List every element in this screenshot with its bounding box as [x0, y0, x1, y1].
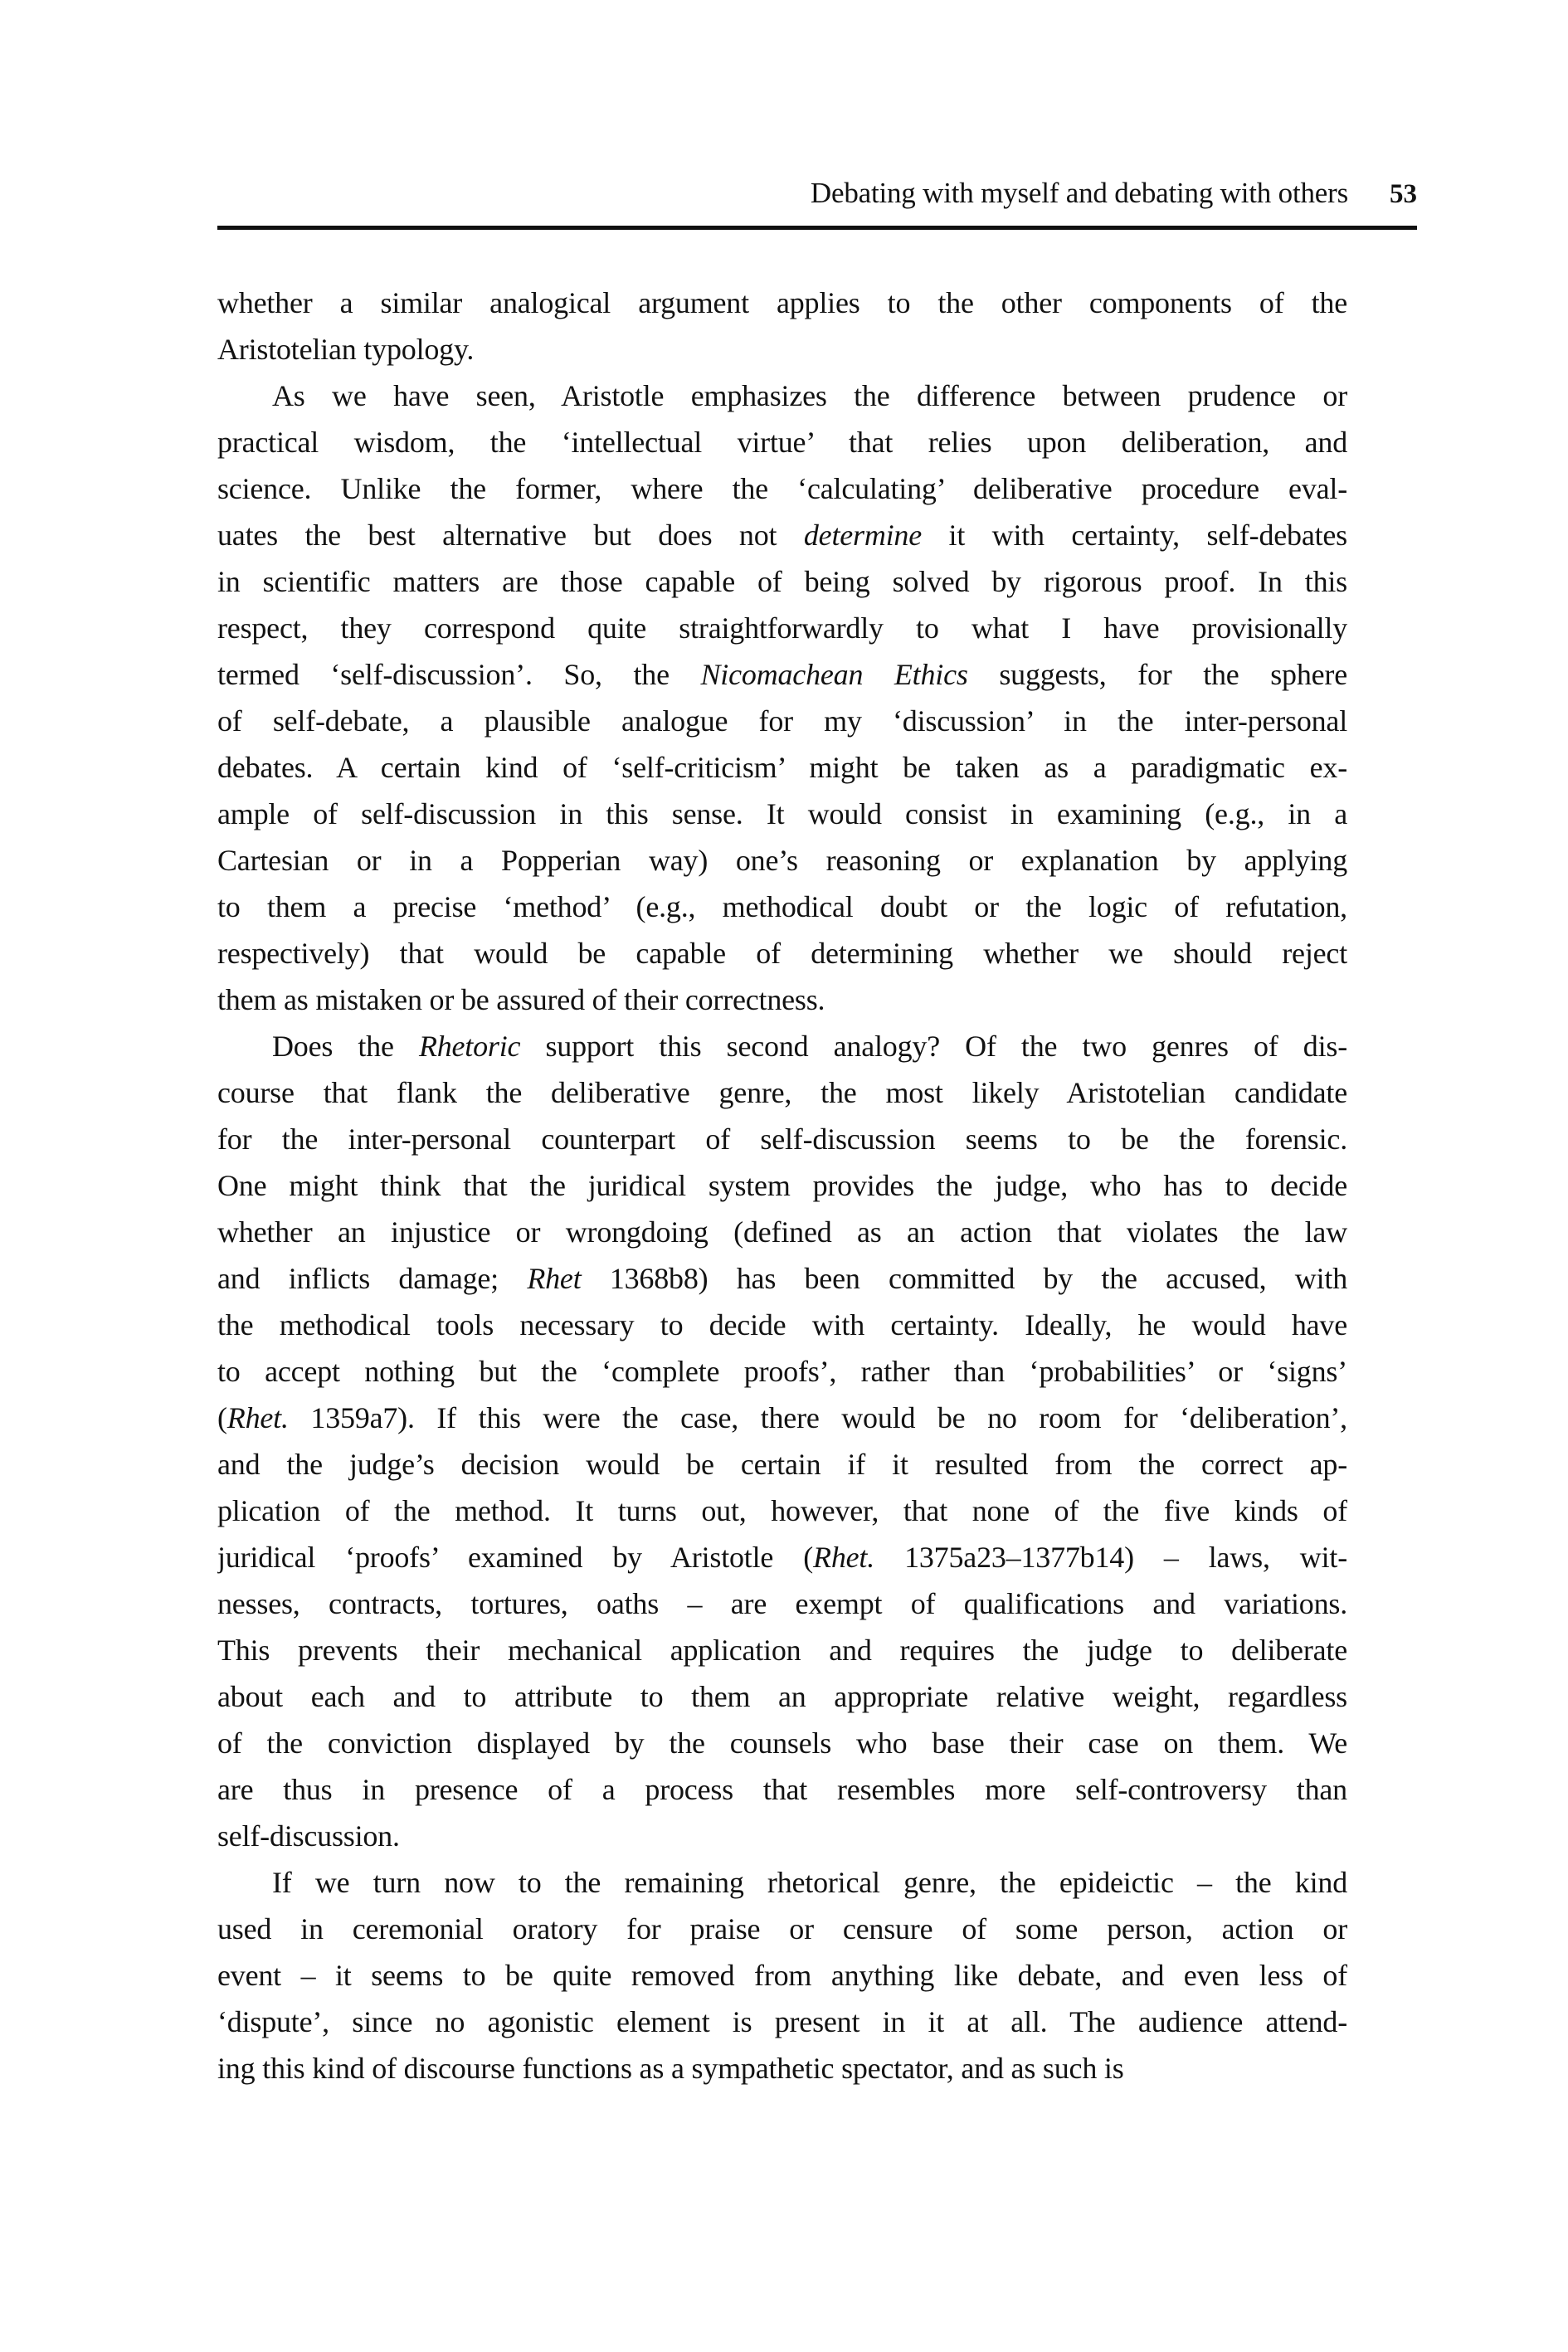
body-line	[217, 1348, 1347, 1395]
body-text: termed ‘self-discussion’. So, the	[217, 658, 701, 691]
body-line	[217, 1395, 1347, 1441]
italic-text: determine	[803, 519, 923, 552]
italic-text: Nicomachean Ethics	[700, 658, 968, 691]
body-line	[217, 698, 1347, 744]
body-line	[217, 605, 1347, 651]
body-line	[217, 512, 1347, 558]
body-line	[217, 1673, 1347, 1720]
body-text: support this second analogy? Of the two genres of dis-	[520, 1030, 1347, 1063]
body-text: it with certainty, self-debates	[922, 519, 1347, 552]
italic-text: Rhet.	[226, 1401, 289, 1434]
body-text: for the inter-personal counterpart of self-discussion seems to be the forensic.	[217, 1122, 1347, 1156]
body-line	[217, 1813, 1347, 1859]
header-rule	[217, 226, 1417, 230]
body-line	[217, 1952, 1347, 1999]
body-line	[217, 1488, 1347, 1534]
body-text: the methodical tools necessary to decide with certainty. Ideally, he would have	[217, 1308, 1347, 1342]
body-text: ing this kind of discourse functions as a sympathetic spectator, and as such is	[217, 2052, 1124, 2085]
body-text: nesses, contracts, tortures, oaths – are exempt of qualifications and variations.	[217, 1587, 1347, 1620]
body-text: As we have seen, Aristotle emphasizes the difference between prudence or	[272, 379, 1347, 412]
body-line	[217, 2045, 1347, 2091]
body-text: about each and to attribute to them an appropriate relative weight, regardless	[217, 1680, 1347, 1713]
body-line	[217, 1302, 1347, 1348]
body-line	[217, 1720, 1347, 1766]
body-text: uates the best alternative but does not	[217, 519, 804, 552]
body-text: of self-debate, a plausible analogue for my ‘discussion’ in the inter-personal	[217, 704, 1347, 738]
body-text: 1368b8) has been committed by the accused, with	[581, 1262, 1347, 1295]
body-line	[217, 1023, 1347, 1069]
italic-text: Rhet.	[813, 1541, 875, 1574]
body-text: whether an injustice or wrongdoing (defined as an action that violates the law	[217, 1215, 1347, 1249]
body-line	[217, 1069, 1347, 1116]
page-body	[217, 280, 1347, 2091]
body-text: (	[217, 1401, 227, 1434]
body-line	[217, 1766, 1347, 1813]
body-text: whether a similar analogical argument applies to the other components of the	[217, 286, 1347, 319]
body-text: 1359a7). If this were the case, there would be no room for ‘deliberation’,	[288, 1401, 1347, 1434]
body-line	[217, 1580, 1347, 1627]
body-line	[217, 1859, 1347, 1906]
body-text: This prevents their mechanical application and requires the judge to deliberate	[217, 1634, 1347, 1667]
body-text: debates. A certain kind of ‘self-criticism’ might be taken as a paradigmatic ex-	[217, 751, 1347, 784]
body-text: One might think that the juridical system provides the judge, who has to decide	[217, 1169, 1347, 1202]
body-line	[217, 1162, 1347, 1209]
body-line	[217, 1209, 1347, 1255]
body-text: Aristotelian typology.	[217, 333, 475, 366]
body-text: If we turn now to the remaining rhetorical genre, the epideictic – the kind	[272, 1866, 1347, 1899]
body-text: event – it seems to be quite removed from anything like debate, and even less of	[217, 1959, 1347, 1992]
body-line	[217, 558, 1347, 605]
body-text: Does the	[272, 1030, 419, 1063]
body-line	[217, 976, 1347, 1023]
body-text: used in ceremonial oratory for praise or censure of some person, action or	[217, 1912, 1347, 1945]
body-text: and the judge’s decision would be certain if it resulted from the correct ap-	[217, 1448, 1347, 1481]
body-line	[217, 651, 1347, 698]
body-text: practical wisdom, the ‘intellectual virtue’ that relies upon deliberation, and	[217, 426, 1347, 459]
body-text: them as mistaken or be assured of their correctness.	[217, 983, 825, 1016]
italic-text: Rhetoric	[418, 1030, 521, 1063]
body-line	[217, 884, 1347, 930]
page-number: 53	[1390, 179, 1417, 209]
body-text: juridical ‘proofs’ examined by Aristotle (	[217, 1541, 814, 1574]
body-line	[217, 419, 1347, 465]
body-text: and inflicts damage;	[217, 1262, 528, 1295]
body-line	[217, 280, 1347, 326]
body-text: are thus in presence of a process that resembles more self-controversy than	[217, 1773, 1347, 1806]
body-text: self-discussion.	[217, 1819, 400, 1853]
body-text: ample of self-discussion in this sense. It would consist in examining (e.g., in a	[217, 797, 1347, 830]
body-line	[217, 465, 1347, 512]
body-text: to accept nothing but the ‘complete proofs’, rather than ‘probabilities’ or ‘signs’	[217, 1355, 1347, 1388]
body-text: course that flank the deliberative genre, the most likely Aristotelian candidate	[217, 1076, 1347, 1109]
body-line	[217, 1255, 1347, 1302]
running-header	[217, 177, 1417, 211]
body-line	[217, 744, 1347, 791]
body-text: suggests, for the sphere	[967, 658, 1347, 691]
running-head-title: Debating with myself and debating with others	[810, 177, 1348, 209]
body-text: Cartesian or in a Popperian way) one’s reasoning or explanation by applying	[217, 844, 1347, 877]
body-line	[217, 373, 1347, 419]
body-line	[217, 1627, 1347, 1673]
body-text: in scientific matters are those capable of being solved by rigorous proof. In this	[217, 565, 1347, 598]
body-line	[217, 837, 1347, 884]
body-line	[217, 1999, 1347, 2045]
body-line	[217, 930, 1347, 976]
body-line	[217, 1906, 1347, 1952]
body-text: ‘dispute’, since no agonistic element is present in it at all. The audience attend-	[217, 2005, 1347, 2038]
body-text: plication of the method. It turns out, however, that none of the five kinds of	[217, 1494, 1347, 1527]
body-text: science. Unlike the former, where the ‘calculating’ deliberative procedure eval-	[217, 472, 1347, 505]
body-line	[217, 791, 1347, 837]
body-text: to them a precise ‘method’ (e.g., methodical doubt or the logic of refutation,	[217, 890, 1347, 923]
italic-text: Rhet	[527, 1262, 582, 1295]
body-line	[217, 1534, 1347, 1580]
body-text: of the conviction displayed by the counsels who base their case on them. We	[217, 1726, 1347, 1760]
body-text: respect, they correspond quite straightforwardly to what I have provisionally	[217, 611, 1347, 645]
body-line	[217, 1441, 1347, 1488]
body-text: respectively) that would be capable of determining whether we should reject	[217, 937, 1347, 970]
body-line	[217, 1116, 1347, 1162]
body-text: 1375a23–1377b14) – laws, wit-	[874, 1541, 1347, 1574]
body-line	[217, 326, 1347, 373]
